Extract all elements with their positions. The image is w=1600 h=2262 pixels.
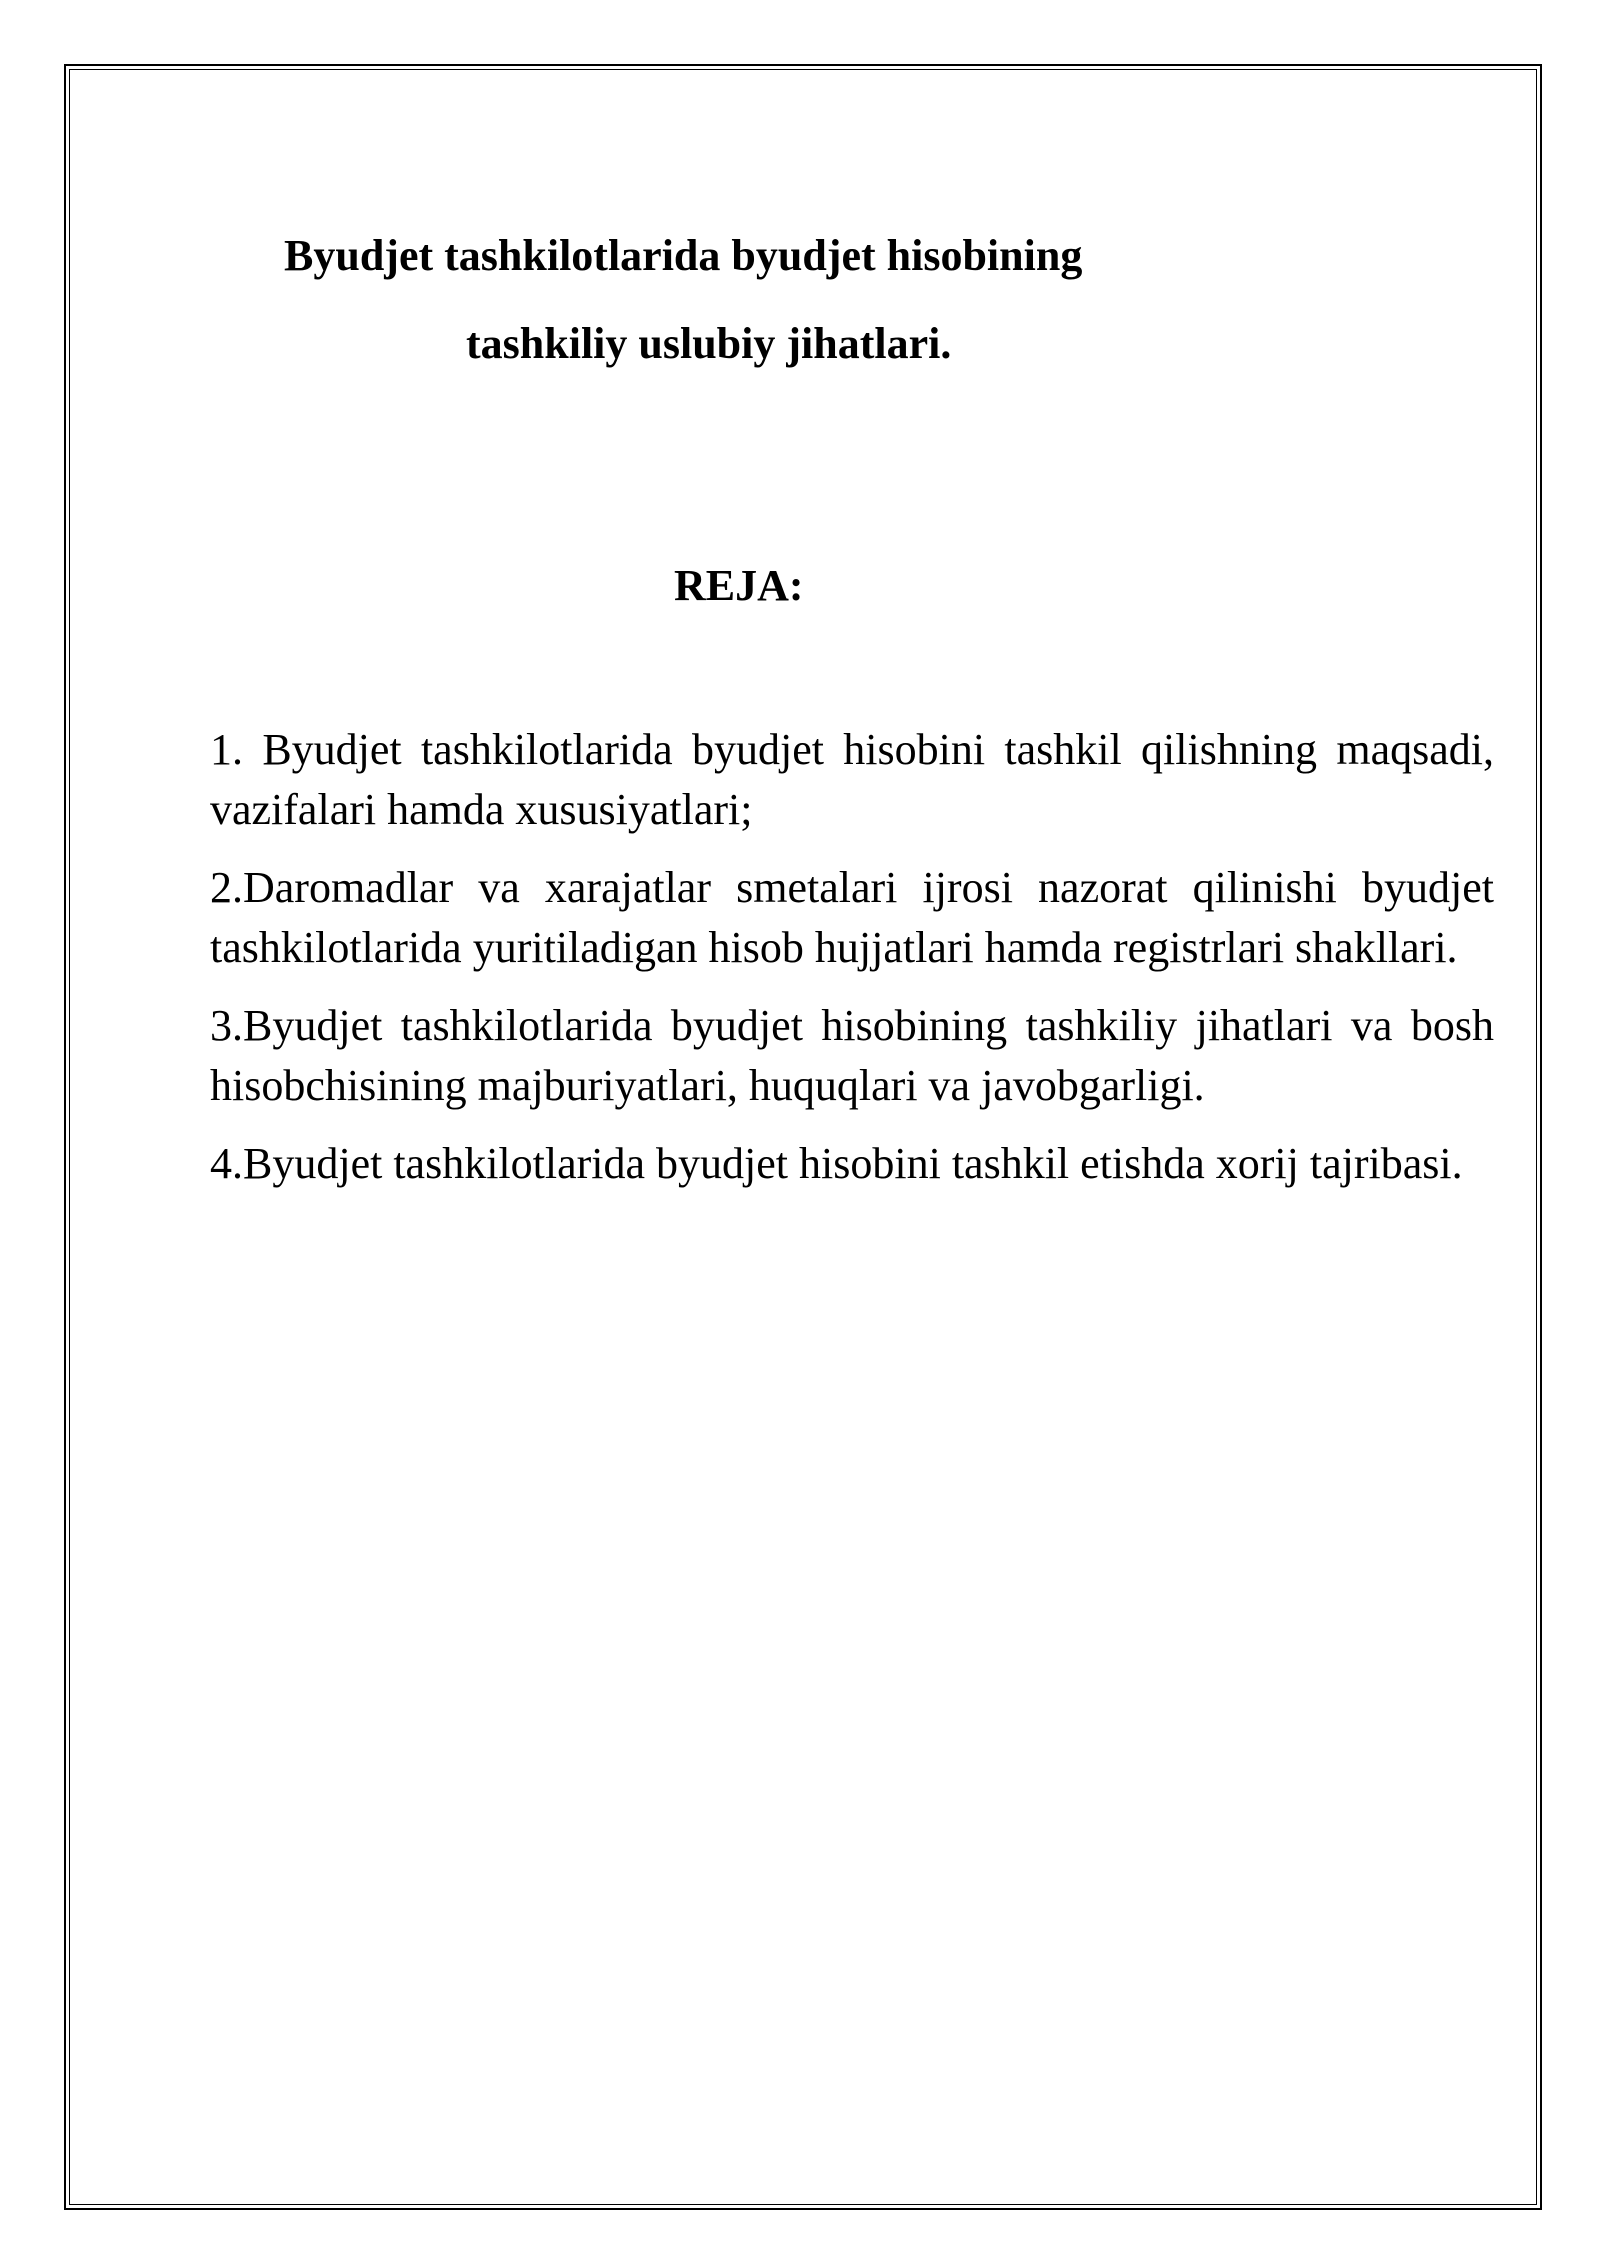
plan-item-1: 1. Byudjet tashkilotlarida byudjet hisobini tashkil qilishning maqsadi, vazifalari hamda xususiyatlari; — [210, 725, 1494, 834]
document-title-line-2: tashkiliy uslubiy jihatlari. — [466, 319, 952, 368]
document-title-line-1: Byudjet tashkilotlarida byudjet hisobining — [284, 231, 1083, 280]
plan-item-2: 2.Daromadlar va xarajatlar smetalari ijrosi nazorat qilinishi byudjet tashkilotlarida yuritiladigan hisob hujjatlari hamda registrlari shakllari. — [210, 863, 1494, 972]
plan-list — [210, 720, 1494, 1212]
plan-item-3: 3.Byudjet tashkilotlarida byudjet hisobining tashkiliy jihatlari va bosh hisobchisining majburiyatlari, huquqlari va javobgarligi. — [210, 1001, 1494, 1110]
plan-heading: REJA: — [674, 561, 804, 610]
plan-item-4: 4.Byudjet tashkilotlarida byudjet hisobini tashkil etishda xorij tajribasi. — [210, 1139, 1463, 1188]
